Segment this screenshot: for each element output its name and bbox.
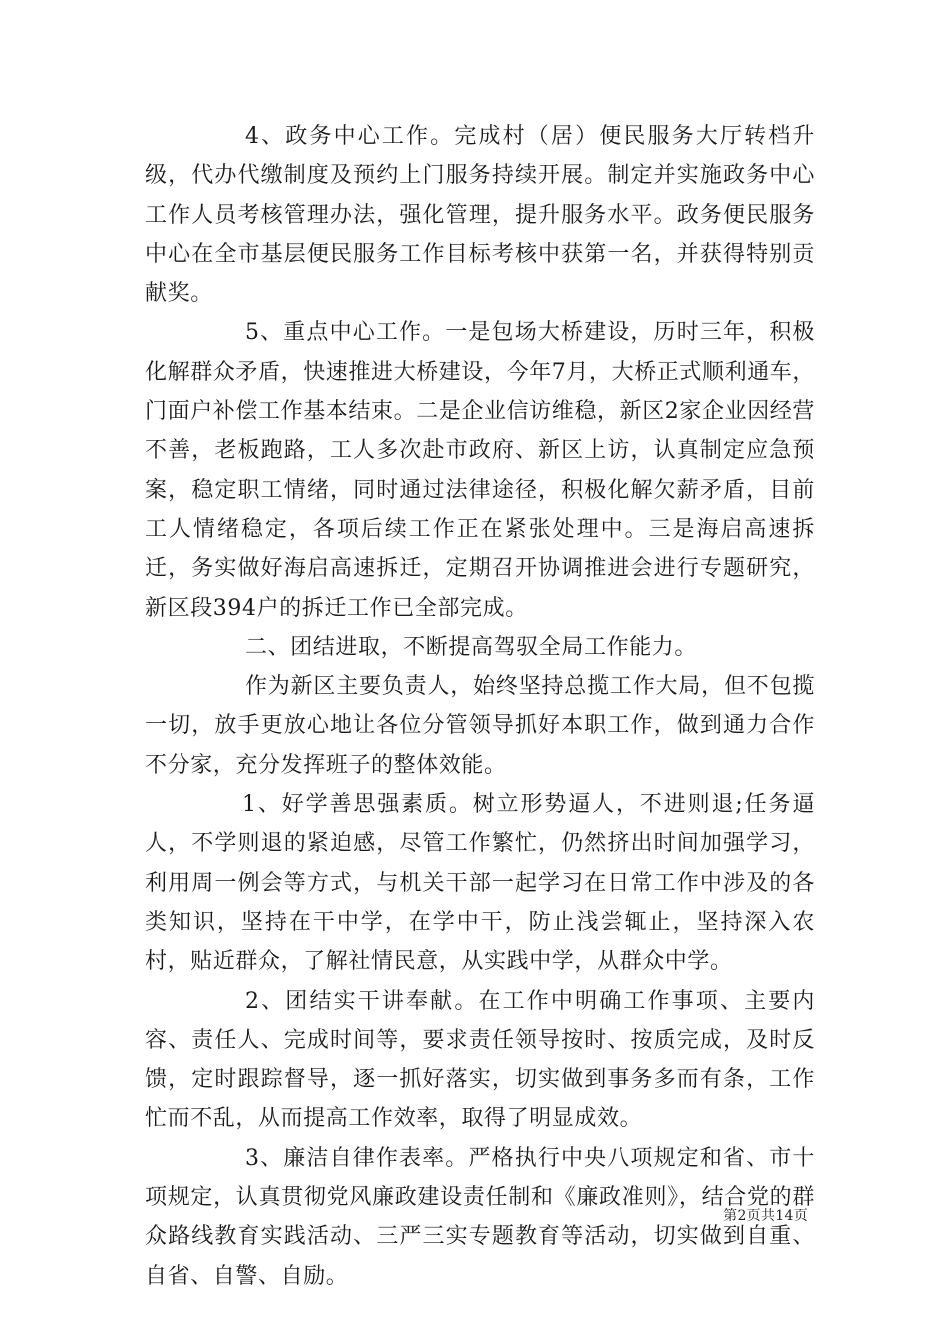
paragraph-leadership: 作为新区主要负责人，始终坚持总揽工作大局，但不包揽一切，放手更放心地让各位分管领导抓好本职工作，做到通力合作不分家，充分发挥班子的整体效能。	[145, 674, 815, 778]
page-number: 第2页共14页	[723, 1208, 808, 1224]
paragraph-study-quality: 1、好学善思强素质。树立形势逼人，不进则退;任务逼人，不学则退的紧迫感，尽管工作繁忙，仍然挤出时间加强学习，利用周一例会等方式，与机关干部一起学习在日常工作中涉及的各类知识，坚持在干中学，在学中干，防止浅尝辄止，坚持深入农村，贴近群众，了解社情民意，从实践中学，从群众中学。	[145, 792, 815, 975]
paragraph-key-center-work: 5、重点中心工作。一是包场大桥建设，历时三年，积极化解群众矛盾，快速推进大桥建设，今年7月，大桥正式顺利通车，门面户补偿工作基本结束。二是企业信访维稳，新区2家企业因经营不善，老板跑路，工人多次赴市政府、新区上访，认真制定应急预案，稳定职工情绪，同时通过法律途径，积极化解欠薪矛盾，目前工人情绪稳定，各项后续工作正在紧张处理中。三是海启高速拆迁，务实做好海启高速拆迁，定期召开协调推进会进行专题研究，新区段394户的拆迁工作已全部完成。	[145, 320, 815, 621]
section-heading-unity: 二、团结进取，不断提高驾驭全局工作能力。	[245, 634, 698, 660]
document-body	[145, 117, 815, 1296]
paragraph-government-center: 4、政务中心工作。完成村（居）便民服务大厅转档升级，代办代缴制度及预约上门服务持续开展。制定并实施政务中心工作人员考核管理办法，强化管理，提升服务水平。政务便民服务中心在全市基层便民服务工作目标考核中获第一名，并获得特别贡献奖。	[145, 124, 815, 307]
paragraph-integrity: 3、廉洁自律作表率。严格执行中央八项规定和省、市十项规定，认真贯彻党风廉政建设责任制和《廉政准则》，结合党的群众路线教育实践活动、三严三实专题教育等活动，切实做到自重、自省、自警、自励。	[145, 1145, 815, 1289]
paragraph-unity-dedication: 2、团结实干讲奉献。在工作中明确工作事项、主要内容、责任人、完成时间等，要求责任领导按时、按质完成，及时反馈，定时跟踪督导，逐一抓好落实，切实做到事务多而有条，工作忙而不乱，从而提高工作效率，取得了明显成效。	[145, 988, 815, 1132]
